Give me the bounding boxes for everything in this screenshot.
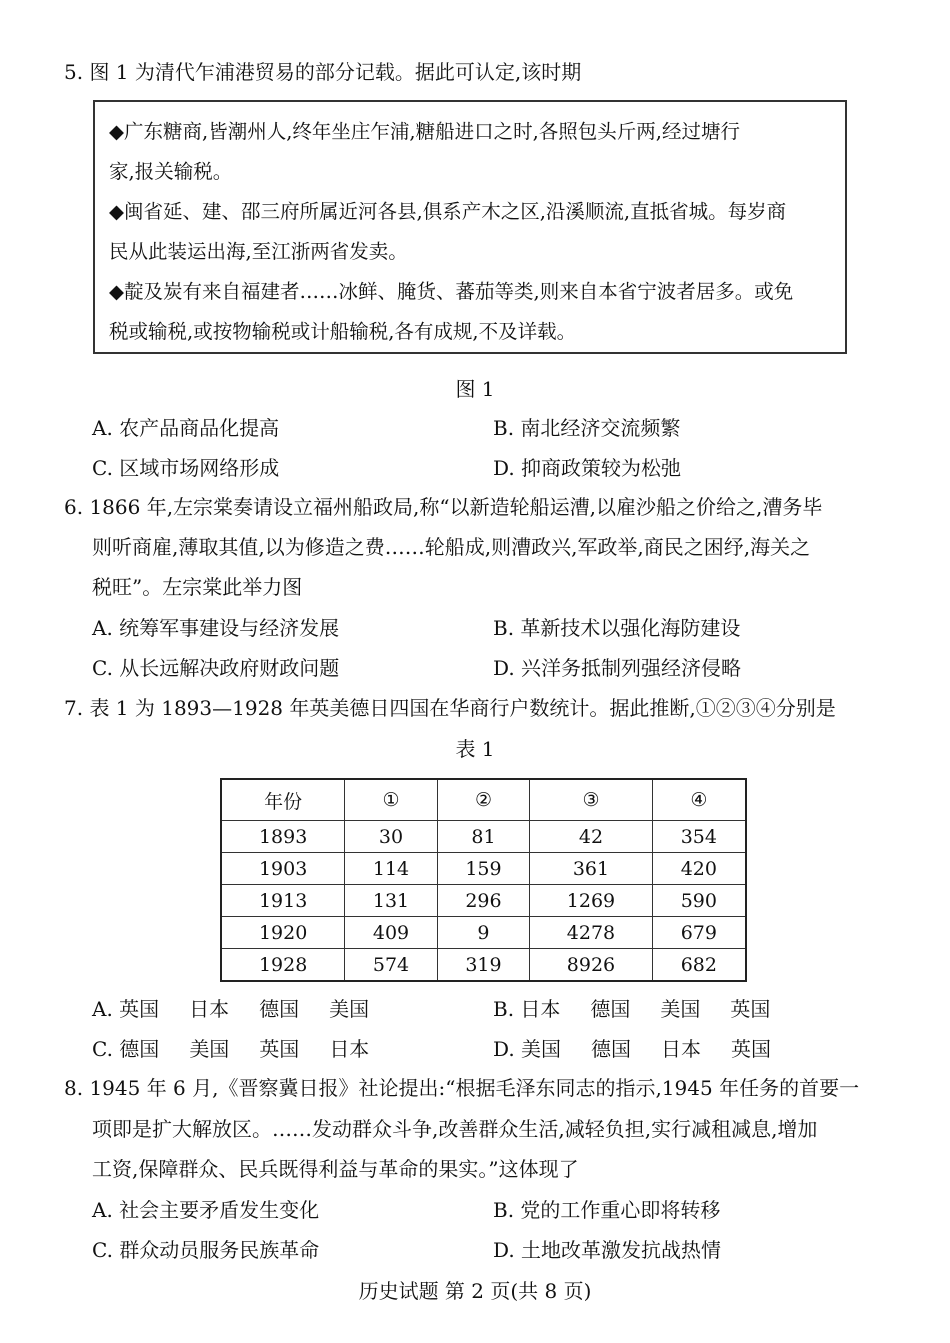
box-line: ◆靛及炭有来自福建者……冰鲜、腌货、蕃茄等类,则来自本省宁波者居多。或免 (109, 280, 794, 303)
option-b[interactable]: B. 党的工作重心即将转移 (493, 1198, 721, 1222)
option-text: 德国 (591, 1037, 632, 1061)
box-line: ◆广东糖商,皆潮州人,终年坐庄乍浦,糖船进口之时,各照包头斤两,经过塘行 (109, 120, 740, 143)
option-c[interactable]: C. 区域市场网络形成 (92, 456, 280, 480)
cell: 354 (652, 821, 746, 853)
table-row (221, 917, 746, 949)
header-cell: ② (437, 779, 529, 821)
option-text: 日本 (189, 997, 230, 1021)
cell: 590 (652, 885, 746, 917)
option-a[interactable]: A. 统筹军事建设与经济发展 (92, 616, 340, 640)
option-text: 英国 (731, 1037, 772, 1061)
cell: 4278 (530, 917, 653, 949)
figure-caption: 图 1 (455, 377, 495, 401)
option-text: 日本 (329, 1037, 370, 1061)
option-c[interactable]: C. 群众动员服务民族革命 (92, 1238, 320, 1262)
option-c[interactable]: C. 从长远解决政府财政问题 (92, 656, 340, 680)
table-row (221, 885, 746, 917)
table-caption: 表 1 (455, 737, 495, 761)
option-text: 英国 (259, 1037, 300, 1061)
cell: 1903 (221, 853, 345, 885)
box-line: 税或输税,或按物输税或计船输税,各有成规,不及详载。 (109, 320, 577, 343)
option-d[interactable]: D. 土地改革激发抗战热情 (493, 1238, 722, 1262)
cell: 296 (437, 885, 529, 917)
option-a[interactable]: A. 社会主要矛盾发生变化 (92, 1198, 320, 1222)
option-text: A. 英国 (92, 997, 160, 1021)
cell: 30 (345, 821, 437, 853)
cell: 114 (345, 853, 437, 885)
question-8-stem: 工资,保障群众、民兵既得利益与革命的果实。”这体现了 (92, 1157, 579, 1181)
option-a[interactable]: A. 农产品商品化提高 (92, 416, 280, 440)
cell: 1913 (221, 885, 345, 917)
cell: 319 (437, 949, 529, 982)
cell: 679 (652, 917, 746, 949)
header-cell: ④ (652, 779, 746, 821)
option-text: 英国 (730, 997, 771, 1021)
header-cell: ① (345, 779, 437, 821)
question-8-stem: 8. 1945 年 6 月,《晋察冀日报》社论提出:“根据毛泽东同志的指示,1945 年任务的首要一 (64, 1076, 860, 1100)
option-d[interactable]: D. 兴洋务抵制列强经济侵略 (493, 656, 742, 680)
option-text: B. 日本 (493, 997, 561, 1021)
question-6-stem: 则听商雇,薄取其值,以为修造之费……轮船成,则漕政兴,军政举,商民之困纾,海关之 (92, 535, 811, 559)
option-text: 德国 (590, 997, 631, 1021)
option-b[interactable]: B. 南北经济交流频繁 (493, 416, 681, 440)
table-row (221, 821, 746, 853)
option-text: 日本 (661, 1037, 702, 1061)
option-d[interactable]: D. 抑商政策较为松弛 (493, 456, 682, 480)
option-c[interactable] (92, 1037, 399, 1061)
cell: 1269 (530, 885, 653, 917)
cell: 9 (437, 917, 529, 949)
option-text: D. 美国 (493, 1037, 562, 1061)
option-text: 美国 (329, 997, 370, 1021)
box-line: ◆闽省延、建、邵三府所属近河各县,俱系产木之区,沿溪顺流,直抵省城。每岁商 (109, 200, 787, 223)
header-cell: 年份 (221, 779, 345, 821)
cell: 1928 (221, 949, 345, 982)
option-d[interactable] (493, 1037, 801, 1061)
cell: 1920 (221, 917, 345, 949)
box-line: 家,报关输税。 (109, 160, 233, 183)
cell: 574 (345, 949, 437, 982)
option-b[interactable] (493, 997, 800, 1021)
question-7-stem: 7. 表 1 为 1893—1928 年英美德日四国在华商行户数统计。据此推断,①②③④分别是 (64, 696, 836, 720)
box-line: 民从此装运出海,至江浙两省发卖。 (109, 240, 408, 263)
cell: 361 (530, 853, 653, 885)
option-a[interactable] (92, 997, 399, 1021)
question-8-stem: 项即是扩大解放区。……发动群众斗争,改善群众生活,减轻负担,实行减租减息,增加 (92, 1117, 818, 1141)
cell: 42 (530, 821, 653, 853)
option-text: 德国 (259, 997, 300, 1021)
table-row (221, 853, 746, 885)
cell: 131 (345, 885, 437, 917)
cell: 8926 (530, 949, 653, 982)
option-text: 美国 (660, 997, 701, 1021)
option-text: C. 德国 (92, 1037, 160, 1061)
cell: 420 (652, 853, 746, 885)
figure-1-box (93, 100, 847, 354)
question-6-stem: 6. 1866 年,左宗棠奏请设立福州船政局,称“以新造轮船运漕,以雇沙船之价给之,漕务毕 (64, 495, 823, 519)
cell: 81 (437, 821, 529, 853)
cell: 159 (437, 853, 529, 885)
page-footer: 历史试题 第 2 页(共 8 页) (358, 1279, 592, 1303)
table-row (221, 949, 746, 982)
cell: 409 (345, 917, 437, 949)
merchant-table (220, 778, 747, 982)
option-b[interactable]: B. 革新技术以强化海防建设 (493, 616, 741, 640)
cell: 1893 (221, 821, 345, 853)
question-5-stem: 5. 图 1 为清代乍浦港贸易的部分记载。据此可认定,该时期 (64, 60, 582, 84)
cell: 682 (652, 949, 746, 982)
option-text: 美国 (189, 1037, 230, 1061)
question-6-stem: 税旺”。左宗棠此举力图 (92, 575, 303, 599)
header-cell: ③ (530, 779, 653, 821)
